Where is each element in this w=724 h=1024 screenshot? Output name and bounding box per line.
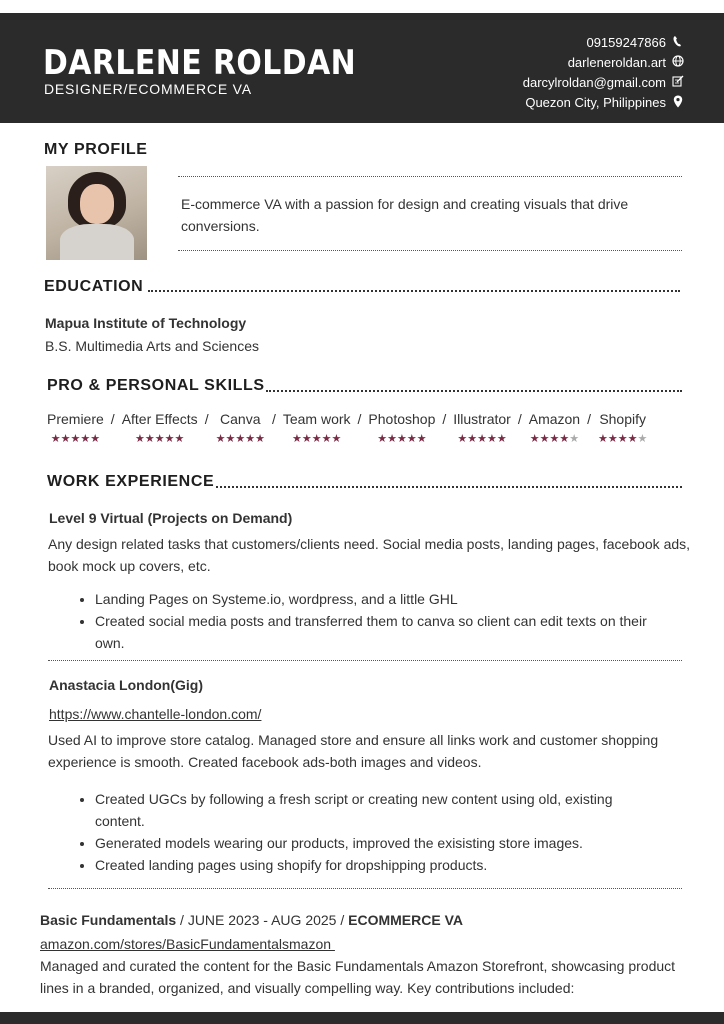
star-filled-icon: ★ [377,433,388,445]
job-company: Basic Fundamentals [40,912,177,928]
job-divider [48,888,682,889]
skills-heading: PRO & PERSONAL SKILLS [47,377,265,394]
job-company: Level 9 Virtual (Projects on Demand) [49,510,293,526]
job-company: Anastacia London(Gig) [49,677,203,693]
list-item: • Created social media posts and transferred them to canva so client can edit texts on their own. [95,610,665,654]
star-filled-icon: ★ [467,433,478,445]
profile-photo [46,166,147,260]
star-filled-icon: ★ [50,433,61,445]
skill-rating-stars [598,432,647,446]
skills-rule [266,390,682,392]
contact-location [523,93,684,113]
contact-list [523,33,684,113]
star-filled-icon: ★ [627,433,638,445]
skill-name: Team work [282,411,351,427]
contact-website [523,53,684,73]
skill-rating-stars [292,432,341,446]
skill-name: Shopify [599,411,647,427]
list-item: • Generated models wearing our products, improved the exisisting store images. [95,832,665,854]
skill-rating-stars [51,432,100,446]
experience-heading: WORK EXPERIENCE [47,473,215,490]
skill-item [47,408,104,446]
candidate-name: DARLENE ROLDAN [43,43,357,83]
star-filled-icon: ★ [597,433,608,445]
star-filled-icon: ★ [477,433,487,445]
education-school: Mapua Institute of Technology [45,315,247,331]
candidate-role: DESIGNER/ECOMMERCE VA [44,81,252,97]
list-item: • Created UGCs by following a fresh script or creating new content using old, existing content. [95,788,665,832]
star-filled-icon: ★ [144,433,155,445]
footer-band [0,1012,724,1024]
star-filled-icon: ★ [215,433,226,445]
star-empty-icon: ★ [569,433,580,445]
skills-row [47,408,687,446]
skill-separator: / [204,411,209,427]
star-filled-icon: ★ [457,433,468,445]
education-rule [148,290,680,292]
skill-item [283,408,351,446]
profile-summary: E-commerce VA with a passion for design and creating visuals that drive conversions. [181,196,629,234]
star-filled-icon: ★ [549,433,560,445]
job-description: Used AI to improve store catalog. Managed store and ensure all links work and customer shopping experience is smooth. Created facebook ads-both images and videos. [48,732,659,770]
star-filled-icon: ★ [235,433,246,445]
skill-item [598,408,647,446]
education-degree: B.S. Multimedia Arts and Sciences [45,338,259,354]
skill-rating-stars [377,432,426,446]
skill-separator: / [357,411,362,427]
skill-item [368,408,435,446]
skill-rating-stars [457,432,506,446]
skill-name: Photoshop [368,411,436,427]
job-link[interactable]: amazon.com/stores/BasicFundamentalsmazon [40,936,335,952]
skill-rating-stars [216,432,265,446]
star-filled-icon: ★ [90,433,101,445]
contact-phone [523,33,684,53]
job-bullets [95,588,665,654]
star-filled-icon: ★ [331,433,342,445]
contact-website-text: darleneroldan.art [567,55,666,70]
skill-separator: / [442,411,447,427]
star-filled-icon: ★ [70,433,81,445]
globe-icon [671,55,684,71]
star-filled-icon: ★ [135,433,145,445]
star-filled-icon: ★ [60,433,71,445]
job-divider [48,660,682,661]
phone-icon [671,35,684,52]
skill-item [529,408,580,446]
skill-separator: / [587,411,591,427]
contact-phone-text: 09159247866 [586,35,666,50]
star-filled-icon: ★ [486,433,497,445]
star-filled-icon: ★ [607,433,618,445]
edit-icon [671,75,684,91]
star-filled-icon: ★ [245,433,256,445]
skill-rating-stars [135,432,184,446]
skill-name: Amazon [528,411,581,427]
skill-separator: / [110,411,115,427]
contact-email [523,73,684,93]
job-description: Managed and curated the content for the Basic Fundamentals Amazon Storefront, showcasing product lines in a branded, organized, and visually compelling way. Key contributions included: [40,958,676,996]
profile-divider-bottom [178,250,682,251]
star-filled-icon: ★ [292,433,302,445]
star-filled-icon: ★ [406,433,417,445]
star-filled-icon: ★ [559,433,570,445]
top-margin [0,0,724,13]
contact-location-text: Quezon City, Philippines [525,95,666,110]
job-header-line [40,909,463,931]
star-filled-icon: ★ [396,433,407,445]
star-filled-icon: ★ [154,433,165,445]
star-filled-icon: ★ [225,433,236,445]
star-empty-icon: ★ [637,433,648,445]
header-band [0,13,724,123]
job-position: ECOMMERCE VA [348,912,463,928]
star-filled-icon: ★ [301,433,312,445]
star-filled-icon: ★ [311,433,322,445]
star-filled-icon: ★ [529,433,540,445]
profile-divider-top [178,176,682,177]
job-link[interactable]: https://www.chantelle-london.com/ [49,706,262,722]
star-filled-icon: ★ [387,433,397,445]
education-heading: EDUCATION [44,278,144,295]
skill-item [122,408,198,446]
profile-heading: MY PROFILE [44,141,148,158]
skill-separator: / [517,411,522,427]
skill-name: Canva [220,411,261,427]
star-filled-icon: ★ [416,433,427,445]
star-filled-icon: ★ [496,433,507,445]
job-dates: / JUNE 2023 - AUG 2025 / [176,912,349,928]
star-filled-icon: ★ [174,433,185,445]
star-filled-icon: ★ [321,433,332,445]
star-filled-icon: ★ [164,433,175,445]
job-description: Any design related tasks that customers/clients need. Social media posts, landing pages, facebook ads, book mock up covers, etc. [48,536,691,574]
contact-email-text: darcylroldan@gmail.com [522,75,666,90]
job-bullets [95,788,665,876]
skill-name: Illustrator [453,411,511,427]
star-filled-icon: ★ [255,433,265,445]
skill-item [453,408,511,446]
star-filled-icon: ★ [617,433,628,445]
location-pin-icon [671,95,684,112]
list-item: • Created landing pages using shopify for dropshipping products. [95,854,665,876]
skill-rating-stars [530,432,579,446]
skill-name: After Effects [121,411,198,427]
skill-separator: / [271,411,276,427]
experience-rule [216,486,682,488]
skill-item [216,408,265,446]
star-filled-icon: ★ [80,433,91,445]
skill-name: Premiere [47,411,104,427]
star-filled-icon: ★ [539,433,550,445]
list-item: • Landing Pages on Systeme.io, wordpress, and a little GHL [95,588,665,610]
